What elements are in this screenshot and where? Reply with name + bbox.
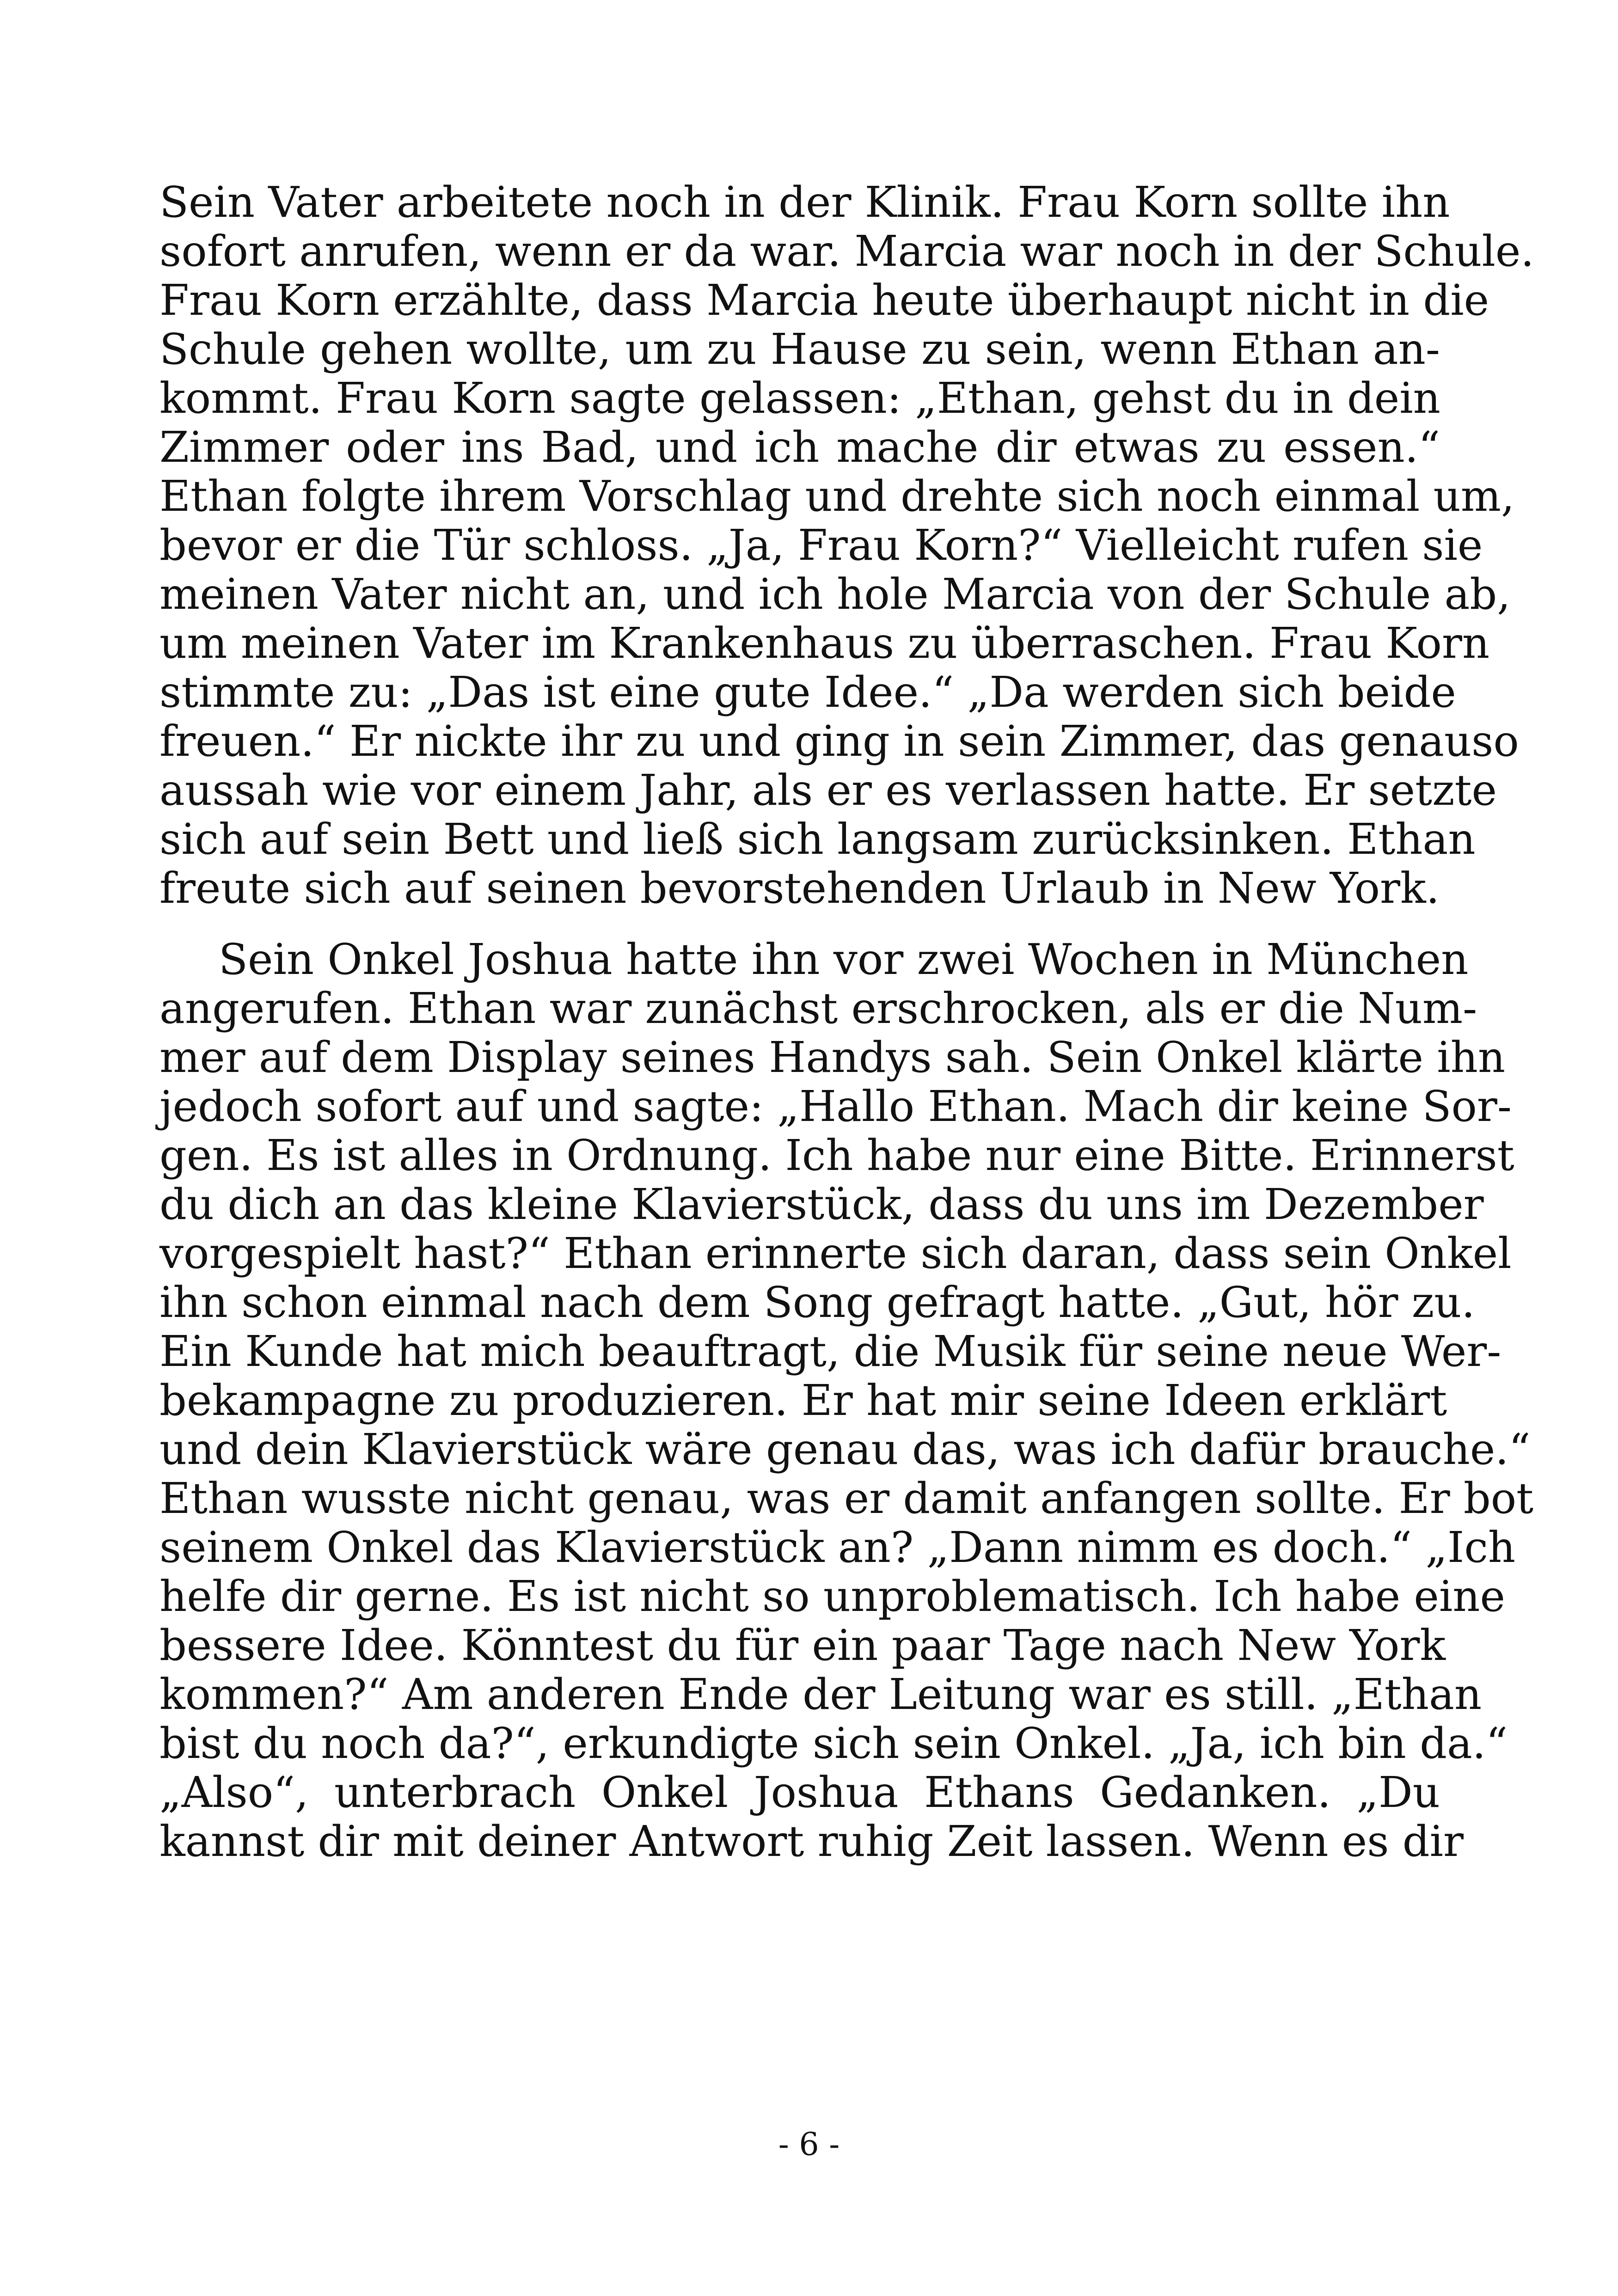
text-line: Zimmer oder ins Bad, und ich mache dir etwas zu essen.“ [159, 422, 1440, 472]
text-line: gen. Es ist alles in Ordnung. Ich habe nur eine Bitte. Erinnerst [159, 1131, 1514, 1180]
text-line: seinem Onkel das Klavierstück an? „Dann nimm es doch.“ „Ich [159, 1523, 1516, 1572]
text-line: kommen?“ Am anderen Ende der Leitung war es still. „Ethan [159, 1670, 1482, 1719]
text-line: Schule gehen wollte, um zu Hause zu sein, wenn Ethan an- [159, 325, 1440, 374]
text-line: sich auf sein Bett und ließ sich langsam zurücksinken. Ethan [159, 814, 1476, 864]
text-line: meinen Vater nicht an, und ich hole Marcia von der Schule ab, [159, 569, 1511, 619]
text-line: stimmte zu: „Das ist eine gute Idee.“ „Da werden sich beide [159, 667, 1456, 717]
text-line: Ethan folgte ihrem Vorschlag und drehte sich noch einmal um, [159, 471, 1515, 521]
paragraph-1 [159, 178, 1534, 913]
paragraph-2 [159, 935, 1534, 1866]
text-line: Frau Korn erzählte, dass Marcia heute überhaupt nicht in die [159, 276, 1489, 325]
text-line: Sein Vater arbeitete noch in der Klinik. Frau Korn sollte ihn [159, 178, 1450, 227]
text-line: freuen.“ Er nickte ihr zu und ging in sein Zimmer, das genauso [159, 716, 1519, 766]
text-line: um meinen Vater im Krankenhaus zu überraschen. Frau Korn [159, 618, 1490, 668]
text-line: bist du noch da?“, erkundigte sich sein Onkel. „Ja, ich bin da.“ [159, 1719, 1508, 1768]
text-line: du dich an das kleine Klavierstück, dass du uns im Dezember [159, 1180, 1484, 1229]
page-number: - 6 - [778, 2126, 840, 2163]
text-line: „Also“, unterbrach Onkel Joshua Ethans Gedanken. „Du [159, 1768, 1440, 1817]
body-text [159, 178, 1534, 1866]
text-line: ihn schon einmal nach dem Song gefragt hatte. „Gut, hör zu. [159, 1278, 1475, 1327]
text-line: angerufen. Ethan war zunächst erschrocken, als er die Num- [159, 984, 1477, 1033]
text-line: jedoch sofort auf und sagte: „Hallo Ethan. Mach dir keine Sor- [159, 1082, 1512, 1131]
text-line: Ethan wusste nicht genau, was er damit anfangen sollte. Er bot [159, 1474, 1534, 1523]
text-line: freute sich auf seinen bevorstehenden Urlaub in New York. [159, 863, 1440, 913]
text-line: bessere Idee. Könntest du für ein paar Tage nach New York [159, 1621, 1446, 1670]
text-line: aussah wie vor einem Jahr, als er es verlassen hatte. Er setzte [159, 765, 1497, 815]
text-line: Sein Onkel Joshua hatte ihn vor zwei Wochen in München [219, 935, 1469, 984]
text-line: und dein Klavierstück wäre genau das, was ich dafür brauche.“ [159, 1425, 1531, 1474]
text-line: sofort anrufen, wenn er da war. Marcia war noch in der Schule. [159, 227, 1534, 276]
text-line: kannst dir mit deiner Antwort ruhig Zeit lassen. Wenn es dir [159, 1817, 1464, 1866]
text-line: mer auf dem Display seines Handys sah. Sein Onkel klärte ihn [159, 1033, 1506, 1082]
text-line: helfe dir gerne. Es ist nicht so unproblematisch. Ich habe eine [159, 1572, 1505, 1621]
text-line: kommt. Frau Korn sagte gelassen: „Ethan, gehst du in dein [159, 373, 1440, 423]
text-line: bevor er die Tür schloss. „Ja, Frau Korn?“ Vielleicht rufen sie [159, 520, 1483, 570]
text-line: Ein Kunde hat mich beauftragt, die Musik für seine neue Wer- [159, 1327, 1502, 1376]
text-line: bekampagne zu produzieren. Er hat mir seine Ideen erklärt [159, 1376, 1447, 1425]
text-line: vorgespielt hast?“ Ethan erinnerte sich daran, dass sein Onkel [159, 1229, 1512, 1278]
